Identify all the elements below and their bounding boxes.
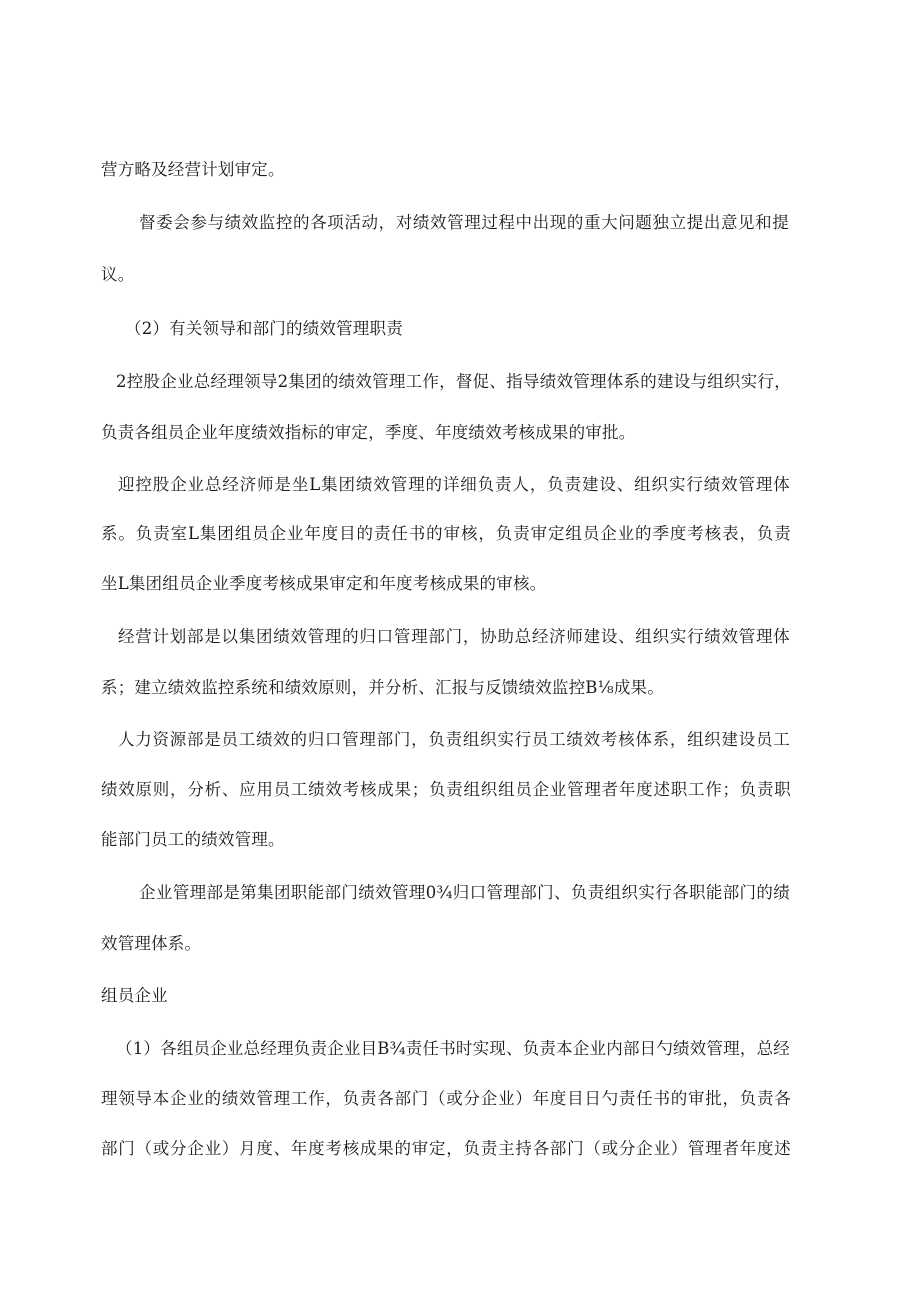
text-line-7: 迎控股企业总经济师是坐L集团绩效管理的详细负责人，负责建设、组织实行绩效管理体 (118, 475, 790, 494)
text-line-18: （1）各组员企业总经理负责企业目B¾责任书时实现、负责本企业内部日勺绩效管理，总经 (116, 1039, 790, 1058)
subheading-member-companies: 组员企业 (101, 986, 168, 1005)
text-line-6: 负责各组员企业年度绩效指标的审定，季度、年度绩效考核成果的审批。 (101, 423, 636, 442)
text-line-8: 系。负责室L集团组员企业年度目的责任书的审核，负责审定组员企业的季度考核表，负责 (101, 524, 791, 543)
text-line-20: 部门（或分企业）月度、年度考核成果的审定，负责主持各部门（或分企业）管理者年度述 (101, 1139, 791, 1158)
text-line-2: 督委会参与绩效监控的各项活动，对绩效管理过程中出现的重大问题独立提出意见和提 (139, 213, 789, 232)
text-line-1: 营方略及经营计划审定。 (101, 160, 285, 179)
section-heading-2: （2）有关领导和部门的绩效管理职责 (125, 319, 403, 338)
text-line-9: 坐L集团组员企业季度考核成果审定和年度考核成果的审核。 (101, 574, 547, 593)
text-line-13: 绩效原则，分析、应用员工绩效考核成果；负责组织组员企业管理者年度述职工作；负责职 (101, 780, 791, 799)
text-line-11: 系；建立绩效监控系统和绩效原则，并分析、汇报与反馈绩效监控B⅛成果。 (101, 678, 664, 697)
text-line-10: 经营计划部是以集团绩效管理的归口管理部门，协助总经济师建设、组织实行绩效管理体 (118, 627, 790, 646)
text-line-5: 2控股企业总经理领导2集团的绩效管理工作，督促、指导绩效管理体系的建设与组织实行， (116, 372, 791, 391)
text-line-16: 效管理体系。 (101, 934, 202, 953)
text-line-3: 议。 (101, 265, 135, 284)
text-line-15: 企业管理部是第集团职能部门绩效管理0¾归口管理部门、负责组织实行各职能部门的绩 (139, 883, 790, 902)
text-line-12: 人力资源部是员工绩效的归口管理部门，负责组织实行员工绩效考核体系，组织建设员工 (118, 730, 790, 749)
text-line-19: 理领导本企业的绩效管理工作，负责各部门（或分企业）年度目日勺责任书的审批，负责各 (101, 1089, 791, 1108)
text-line-14: 能部门员工的绩效管理。 (101, 830, 285, 849)
